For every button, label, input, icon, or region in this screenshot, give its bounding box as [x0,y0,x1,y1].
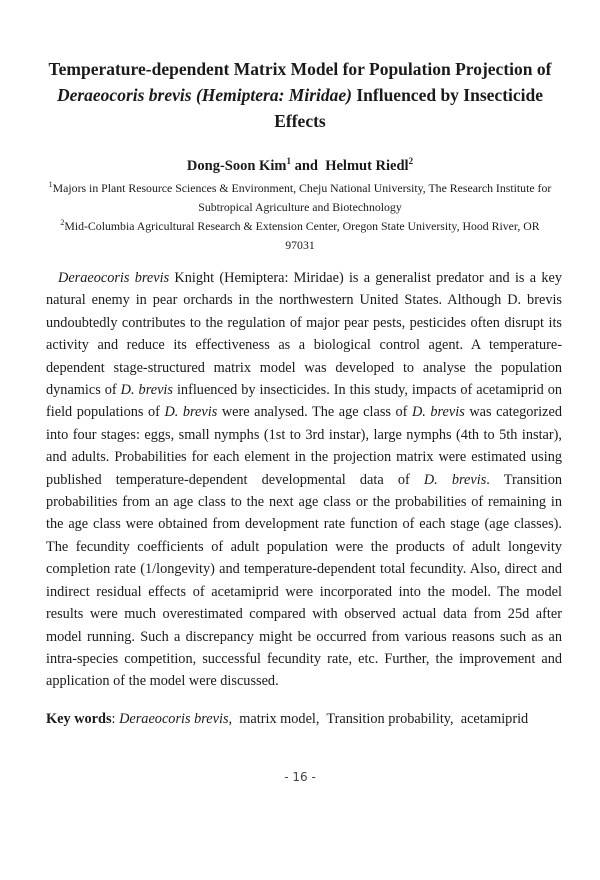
abstract-body [46,267,562,693]
title-line-1: Temperature-dependent Matrix Model for Population Projection of [48,59,552,79]
keywords-label: Key words [46,711,112,727]
keywords-line [46,708,562,730]
species-name: D. brevis [423,471,487,488]
abstract-text: . Transition probabilities from an age class to the next age class or the probabilities of remaining in the age class were obtained from development rate function of each stage (age classes). The fecundity coefficients of adult population were the products of adult longevity completion rate (1/longevity) and temperature-dependent total fecundity. Also, direct and indirect residual effects of acetamiprid were incorporated into the model. The model results were much overestimated compared with observed actual data from 25d after model running. Such a discrepancy might be occurred from various reasons such as an intra-species competition, successful fecundity rate, etc. Further, the improvement and application of the model were discussed. [46,471,562,690]
title-line-2 [40,82,560,108]
title-line-2-rest: Influenced by Insecticide [351,85,544,105]
affiliation-2-mark: 2 [60,218,65,228]
author-list [0,158,600,175]
author-joiner: and [290,158,326,174]
affiliation-1-mark: 1 [48,180,53,190]
affiliation-2 [48,217,552,254]
author-name-1: Dong-Soon Kim [186,158,287,174]
species-name: D. brevis [120,382,173,399]
species-name: Deraeocoris brevis [58,270,170,286]
affiliation-1 [48,179,552,216]
abstract-text: were analysed. The age class of [217,404,412,421]
keyword-species: Deraeocoris brevis [119,711,229,727]
abstract-text: influenced by insecticides. In this study, impacts of acetamiprid on field populations of [46,382,562,421]
affiliation-1-text: Majors in Plant Resource Sciences & Environment, Cheju National University, The Research Institute for Subtropical Agriculture and Biotechnology [52,181,552,214]
species-name: D. brevis [164,404,218,421]
author-name-2: Helmut Riedl [325,158,409,174]
paper-title [40,56,560,134]
species-name: D. brevis [411,404,465,421]
title-line-3: Effects [274,111,326,131]
author-1-affiliation-mark: 1 [286,156,291,167]
page-number: - 16 - [284,770,316,784]
abstract-text: was categorized into four stages: eggs, small nymphs (1st to 3rd instar), large nymphs (4th to 5th instar), and adults. Probabilities for each element in the projection matrix were estimated using published temperature-dependent developmental data of [46,404,562,488]
keywords-colon: : [111,711,120,727]
title-species-italic: Deraeocoris brevis (Hemiptera: Miridae) [56,85,352,105]
affiliation-2-text: Mid-Columbia Agricultural Research & Extension Center, Oregon State University, Hood River, OR 97031 [64,219,540,252]
abstract-text: Knight (Hemiptera: Miridae) is a generalist predator and is a key natural enemy in pear orchards in the northwestern United States. Although D. brevis undoubtedly contributes to the regulation of major pear pests, pesticides often disrupt its activity and reduce its effectiveness as a biological control agent. A temperature-dependent stage-structured matrix model was developed to analyse the population dynamics of [46,270,562,399]
author-2-affiliation-mark: 2 [408,156,414,167]
keywords-rest: , matrix model, Transition probability, acetamiprid [228,711,529,727]
